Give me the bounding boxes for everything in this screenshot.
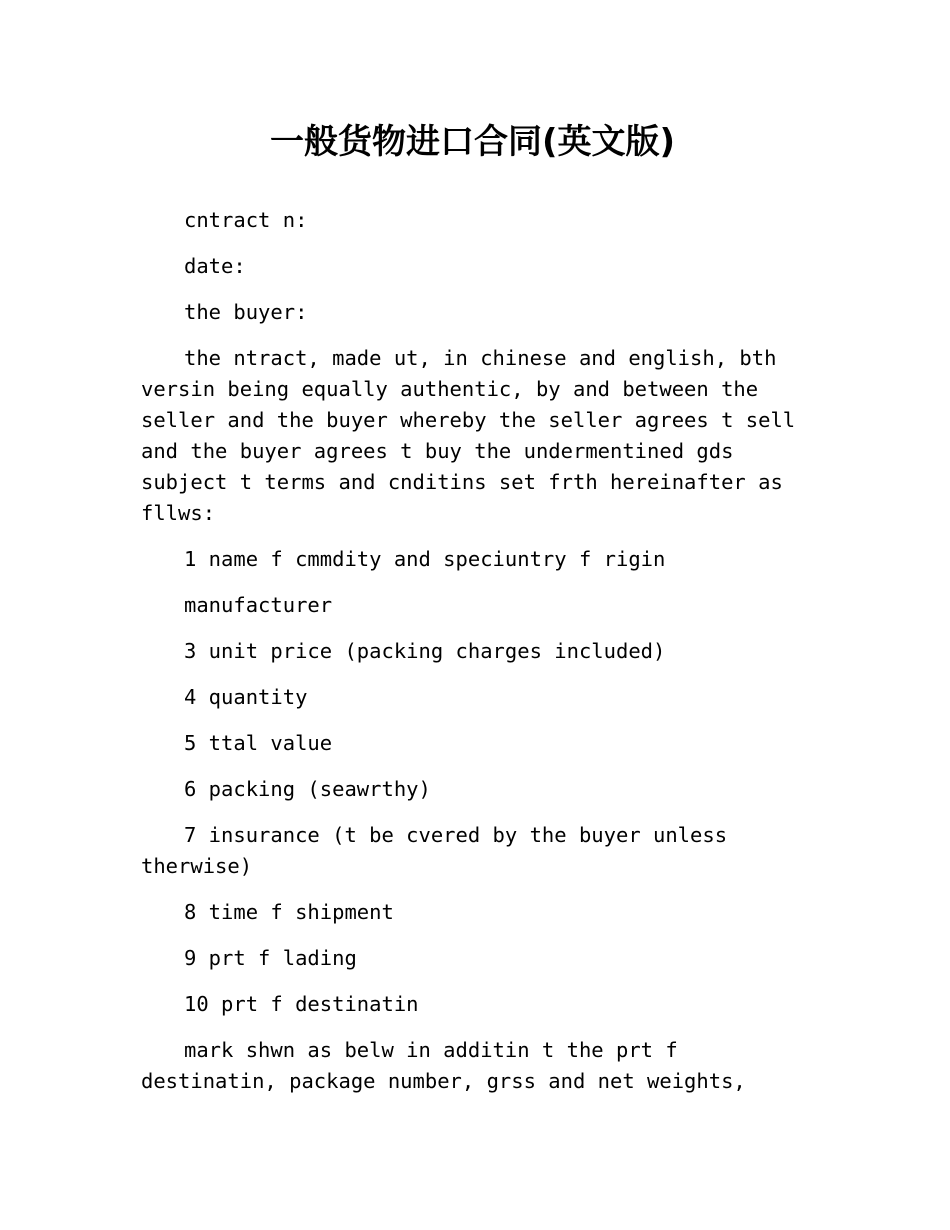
buyer-line: the buyer: [184, 300, 308, 324]
contract-intro-paragraph: the ntract, made ut, in chinese and english, bth versin being equally authentic, by and between the seller and the buyer whereby the seller agrees t sell and the buyer agrees t buy the undermentined gds subject t terms and cnditins set frth hereinafter as fllws: [141, 346, 796, 525]
document-title: 一般货物进口合同(英文版) [269, 122, 676, 162]
clause-port-of-lading: 9 prt f lading [184, 946, 357, 970]
clause-commodity: 1 name f cmmdity and speciuntry f rigin [184, 547, 666, 571]
document-body [141, 205, 811, 1112]
clause-total-value: 5 ttal value [184, 731, 333, 755]
date-line: date: [184, 254, 246, 278]
clause-time-of-shipment: 8 time f shipment [184, 900, 394, 924]
clause-quantity: 4 quantity [184, 685, 308, 709]
clause-manufacturer: manufacturer [184, 593, 333, 617]
clause-unit-price: 3 unit price (packing charges included) [184, 639, 666, 663]
contract-number-line: cntract n: [184, 208, 308, 232]
clause-insurance: 7 insurance (t be cvered by the buyer unless therwise) [141, 823, 728, 878]
clause-port-of-destination: 10 prt f destinatin [184, 992, 419, 1016]
clause-packing: 6 packing (seawrthy) [184, 777, 431, 801]
clause-shipping-mark: mark shwn as belw in additin t the prt f destinatin, package number, grss and net weights, [141, 1038, 746, 1093]
